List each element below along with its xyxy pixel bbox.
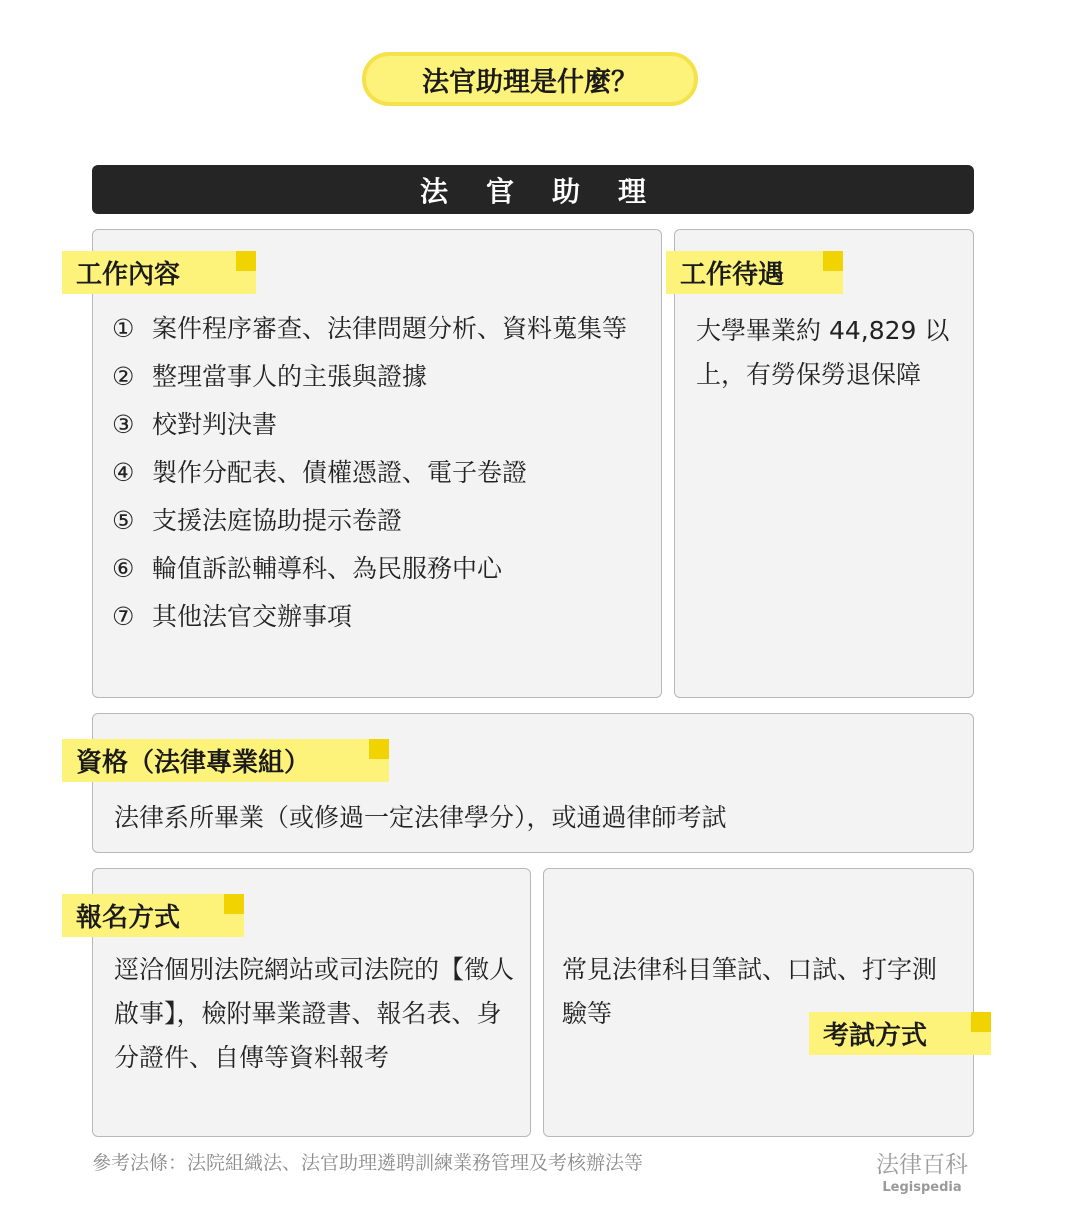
list-item — [112, 311, 642, 347]
item-text: 案件程序審查、法律問題分析、資料蒐集等 — [152, 314, 628, 343]
list-item — [112, 455, 642, 491]
item-text: 其他法官交辦事項 — [152, 602, 353, 631]
item-text: 支援法庭協助提示卷證 — [152, 506, 403, 535]
work-content-tag-label: 工作內容 — [76, 260, 181, 290]
exam-tag-label: 考試方式 — [823, 1021, 928, 1051]
list-item — [112, 551, 642, 587]
item-text: 整理當事人的主張與證據 — [152, 362, 428, 391]
logo-zh: 法律百科 — [876, 1152, 968, 1178]
page-title: 法官助理是什麼？ — [362, 52, 698, 106]
exam-text: 常見法律科目筆試、口試、打字測驗等 — [562, 955, 938, 1028]
reference-note: 參考法條：法院組織法、法官助理遴聘訓練業務管理及考核辦法等 — [92, 1152, 644, 1174]
item-text: 校對判決書 — [152, 410, 278, 439]
logo-en: Legispedia — [882, 1180, 962, 1195]
application-tag — [62, 894, 244, 937]
item-number: ① — [112, 314, 135, 343]
item-text: 製作分配表、債權憑證、電子卷證 — [152, 458, 528, 487]
application-text: 逕洽個別法院網站或司法院的【徵人啟事】，檢附畢業證書、報名表、身分證件、自傳等資料報考 — [114, 955, 515, 1072]
item-number: ⑦ — [112, 602, 135, 631]
work-content-tag — [62, 251, 256, 294]
item-number: ⑤ — [112, 506, 135, 535]
list-item — [112, 407, 642, 443]
item-number: ② — [112, 362, 135, 391]
qualification-tag-label: 資格（法律專業組） — [76, 748, 311, 778]
qualification-text: 法律系所畢業（或修過一定法律學分），或通過律師考試 — [114, 803, 727, 832]
legispedia-logo — [872, 1150, 972, 1196]
exam-tag — [809, 1012, 991, 1055]
qualification-tag — [62, 739, 389, 782]
item-text: 輪值訴訟輔導科、為民服務中心 — [152, 554, 503, 583]
section-header: 法官助理 — [92, 165, 974, 214]
application-tag-label: 報名方式 — [76, 903, 181, 933]
salary-tag-label: 工作待遇 — [680, 260, 785, 290]
item-number: ④ — [112, 458, 135, 487]
salary-text: 大學畢業約 44,829 以上，有勞保勞退保障 — [696, 316, 950, 389]
list-item — [112, 599, 642, 635]
salary-panel — [674, 229, 974, 698]
list-item — [112, 359, 642, 395]
work-content-list — [112, 311, 642, 647]
item-number: ⑥ — [112, 554, 135, 583]
item-number: ③ — [112, 410, 135, 439]
salary-tag — [666, 251, 843, 294]
list-item — [112, 503, 642, 539]
